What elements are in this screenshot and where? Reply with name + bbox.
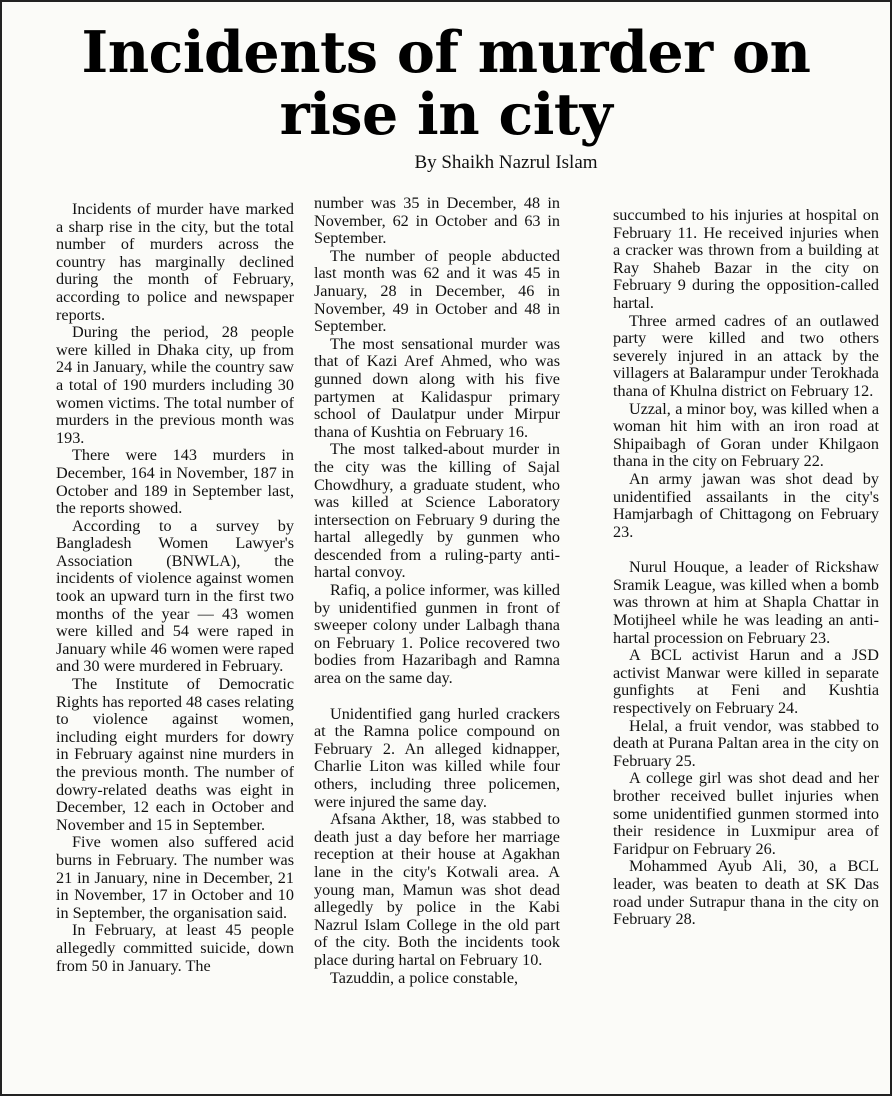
paragraph: According to a survey by Bangladesh Women Lawyer's Association (BNWLA), the incidents of violence against women took an upward turn in the first two months of the year — 43 women were killed and 54 were raped in January while 46 women were raped and 30 were murdered in February. bbox=[56, 516, 294, 676]
paragraph: An army jawan was shot dead by unidentified assailants in the city's Hamjarbagh of Chittagong on February 23. bbox=[613, 469, 879, 541]
paragraph: Helal, a fruit vendor, was stabbed to death at Purana Paltan area in the city on February 25. bbox=[613, 716, 879, 770]
paragraph: A college girl was shot dead and her brother received bullet injuries when some unidentified gunmen stormed into their residence in Luxmipur area of Faridpur on February 26. bbox=[613, 769, 879, 858]
column-1 bbox=[56, 201, 294, 1096]
paragraph: The most sensational murder was that of Kazi Aref Ahmed, who was gunned down along with his five partymen at Kalidaspur primary school of Daulatpur under Mirpur thana of Kushtia on February 16. bbox=[314, 334, 560, 441]
paragraph: Tazuddin, a police constable, bbox=[330, 968, 519, 987]
paragraph: succumbed to his injuries at hospital on February 11. He received injuries when a cracker was thrown from a building at Ray Shaheb Bazar in the city on February 9 during the opposition-called hartal. bbox=[613, 207, 879, 312]
paragraph: The most talked-about murder in the city was the killing of Sajal Chowdhury, a graduate student, who was killed at Science Laboratory intersection on February 9 during the hartal allegedly by gunmen who descended from a ruling-party anti-hartal convoy. bbox=[314, 440, 560, 582]
headline-line-2: rise in city bbox=[279, 81, 613, 148]
paragraph: The number of people abducted last month was 62 and it was 45 in January, 28 in December, 46 in November, 49 in October and 48 in September. bbox=[314, 246, 560, 336]
paragraph: The Institute of Democratic Rights has reported 48 cases relating to violence against women, including eight murders for dowry in February against nine murders in the previous month. The number of dowry-related deaths was eight in December, 12 each in October and November and 15 in September. bbox=[56, 675, 294, 834]
paragraph: In February, at least 45 people allegedly committed suicide, down from 50 in January. The bbox=[56, 921, 294, 975]
byline: By Shaikh Nazrul Islam bbox=[414, 152, 598, 173]
paragraph: There were 143 murders in December, 164 in November, 187 in October and 189 in September last, the reports showed. bbox=[56, 446, 294, 518]
paragraph: Unidentified gang hurled crackers at the Ramna police compound on February 2. An alleged kidnapper, Charlie Liton was killed while four others, including three policemen, were injured the same day. bbox=[314, 704, 560, 811]
paragraph: During the period, 28 people were killed in Dhaka city, up from 24 in January, while the country saw a total of 190 murders including 30 women victims. The total number of murders in the previous month was 193. bbox=[56, 323, 294, 447]
paragraph: Uzzal, a minor boy, was killed when a woman hit him with an iron road at Shipaibagh of Goran under Khilgaon thana in the city on February 22. bbox=[613, 399, 879, 471]
headline-line-1: Incidents of murder on bbox=[81, 19, 811, 86]
article-body bbox=[2, 195, 892, 1094]
headline bbox=[2, 2, 890, 146]
paragraph: Nurul Houque, a leader of Rickshaw Sramik League, was killed when a bomb was thrown at him at Shapla Chattar in Motijheel while he was leading an anti-hartal procession on February 23. bbox=[613, 558, 879, 647]
paragraph: Afsana Akther, 18, was stabbed to death just a day before her marriage reception at their house at Agakhan lane in the city's Kotwali area. A young man, Mamun was shot dead allegedly by police in the Kabi Nazrul Islam College in the old part of the city. Both the incidents took place during hartal on February 10. bbox=[314, 810, 560, 969]
paragraph: Rafiq, a police informer, was killed by unidentified gunmen in front of sweeper colony under Lalbagh thana on February 1. Police recovered two bodies from Hazaribagh and Ramna area on the same day. bbox=[314, 581, 560, 688]
column-2 bbox=[314, 195, 560, 1090]
paragraph: Mohammed Ayub Ali, 30, a BCL leader, was beaten to death at SK Das road under Sutrapur thana in the city on February 28. bbox=[613, 857, 879, 929]
paragraph: Five women also suffered acid burns in February. The number was 21 in January, nine in December, 21 in November, 17 in October and 10 in September, the organisation said. bbox=[56, 833, 294, 922]
paragraph: Incidents of murder have marked a sharp rise in the city, but the total number of murders across the country has marginally declined during the month of February, according to police and newspaper reports. bbox=[56, 201, 294, 324]
paragraph: Three armed cadres of an outlawed party were killed and two others severely injured in an attack by the villagers at Balarampur under Terokhada thana of Khulna district on February 12. bbox=[613, 311, 879, 400]
column-3 bbox=[613, 207, 879, 1096]
paragraph: number was 35 in December, 48 in November, 62 in October and 63 in September. bbox=[314, 195, 560, 248]
paragraph: A BCL activist Harun and a JSD activist Manwar were killed in separate gunfights at Feni and Kushtia respectively on February 24. bbox=[613, 646, 879, 718]
